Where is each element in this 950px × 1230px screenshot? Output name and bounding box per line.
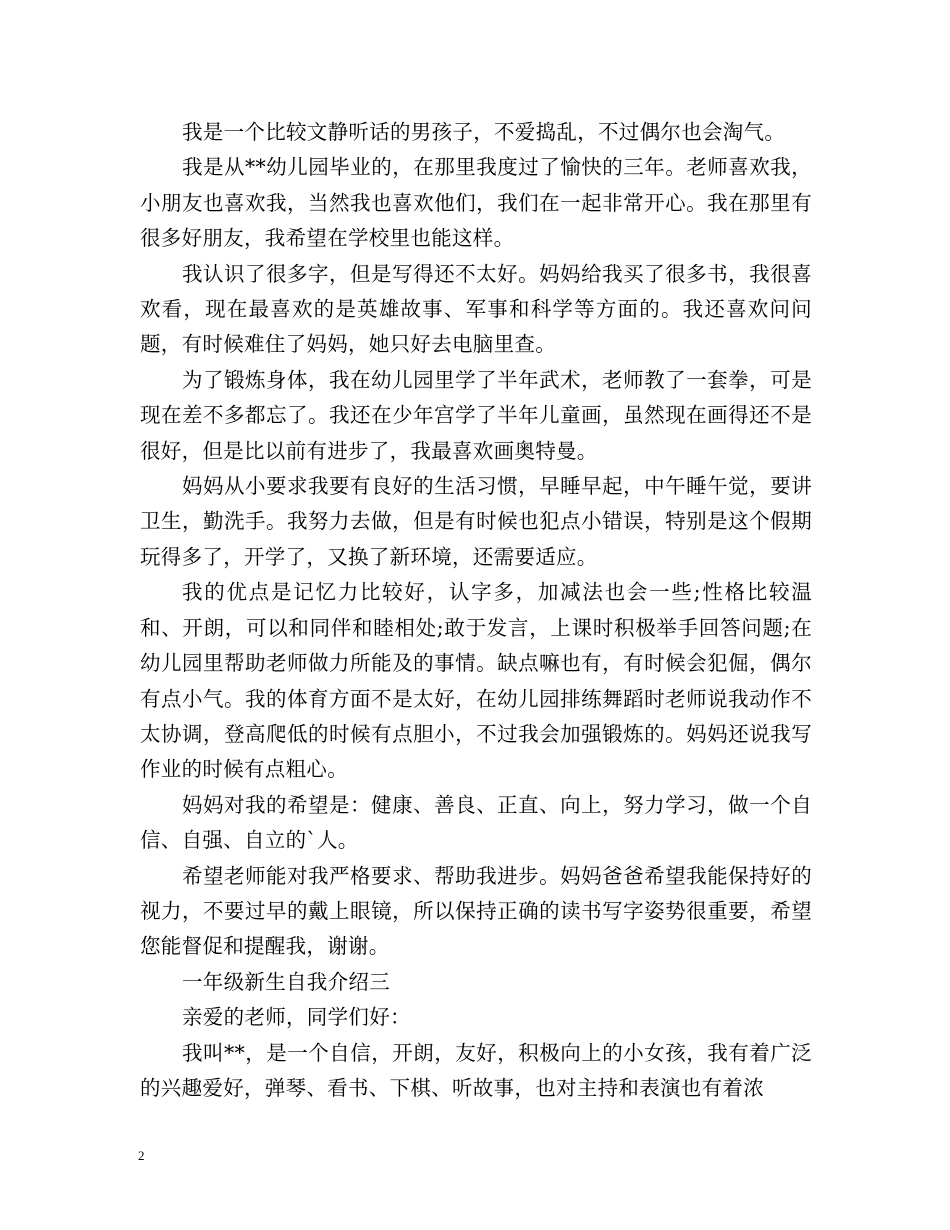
paragraph-7: 妈妈对我的希望是：健康、善良、正直、向上，努力学习，做一个自信、自强、自立的`人。 (140, 792, 812, 853)
paragraph-2: 我是从**幼儿园毕业的，在那里我度过了愉快的三年。老师喜欢我，小朋友也喜欢我，当然我也喜欢他们，我们在一起非常开心。我在那里有很多好朋友，我希望在学校里也能这样。 (140, 155, 812, 251)
paragraph-3: 我认识了很多字，但是写得还不太好。妈妈给我买了很多书，我很喜欢看，现在最喜欢的是英雄故事、军事和科学等方面的。我还喜欢问问题，有时候难住了妈妈，她只好去电脑里查。 (140, 261, 812, 357)
page-number: 2 (138, 1148, 145, 1163)
greeting-line: 亲爱的老师，同学们好： (182, 1005, 411, 1030)
paragraph-1: 我是一个比较文静听话的男孩子，不爱捣乱，不过偶尔也会淘气。 (182, 120, 786, 144)
paragraph-5: 妈妈从小要求我要有良好的生活习惯，早睡早起，中午睡午觉，要讲卫生，勤洗手。我努力去做，但是有时候也犯点小错误，特别是这个假期玩得多了，开学了，又换了新环境，还需要适应。 (140, 474, 812, 569)
document-body (140, 115, 812, 1106)
paragraph-6: 我的优点是记忆力比较好，认字多，加减法也会一些;性格比较温和、开朗，可以和同伴和睦相处;敢于发言，上课时积极举手回答问题;在幼儿园里帮助老师做力所能及的事情。缺点嘛也有，有时候会犯倔，偶尔有点小气。我的体育方面不是太好，在幼儿园排练舞蹈时老师说我动作不太协调，登高爬低的时候有点胆小，不过我会加强锻炼的。妈妈还说我写作业的时候有点粗心。 (140, 580, 812, 782)
paragraph-11: 我叫**，是一个自信，开朗，友好，积极向上的小女孩，我有着广泛的兴趣爱好，弹琴、看书、下棋、听故事，也对主持和表演也有着浓 (140, 1040, 812, 1100)
paragraph-4: 为了锻炼身体，我在幼儿园里学了半年武术，老师教了一套拳，可是现在差不多都忘了。我还在少年宫学了半年儿童画，虽然现在画得还不是很好，但是比以前有进步了，我最喜欢画奥特曼。 (140, 367, 812, 463)
section-heading: 一年级新生自我介绍三 (182, 969, 390, 994)
paragraph-8: 希望老师能对我严格要求、帮助我进步。妈妈爸爸希望我能保持好的视力，不要过早的戴上眼镜，所以保持正确的读书写字姿势很重要，希望您能督促和提醒我，谢谢。 (140, 863, 812, 959)
